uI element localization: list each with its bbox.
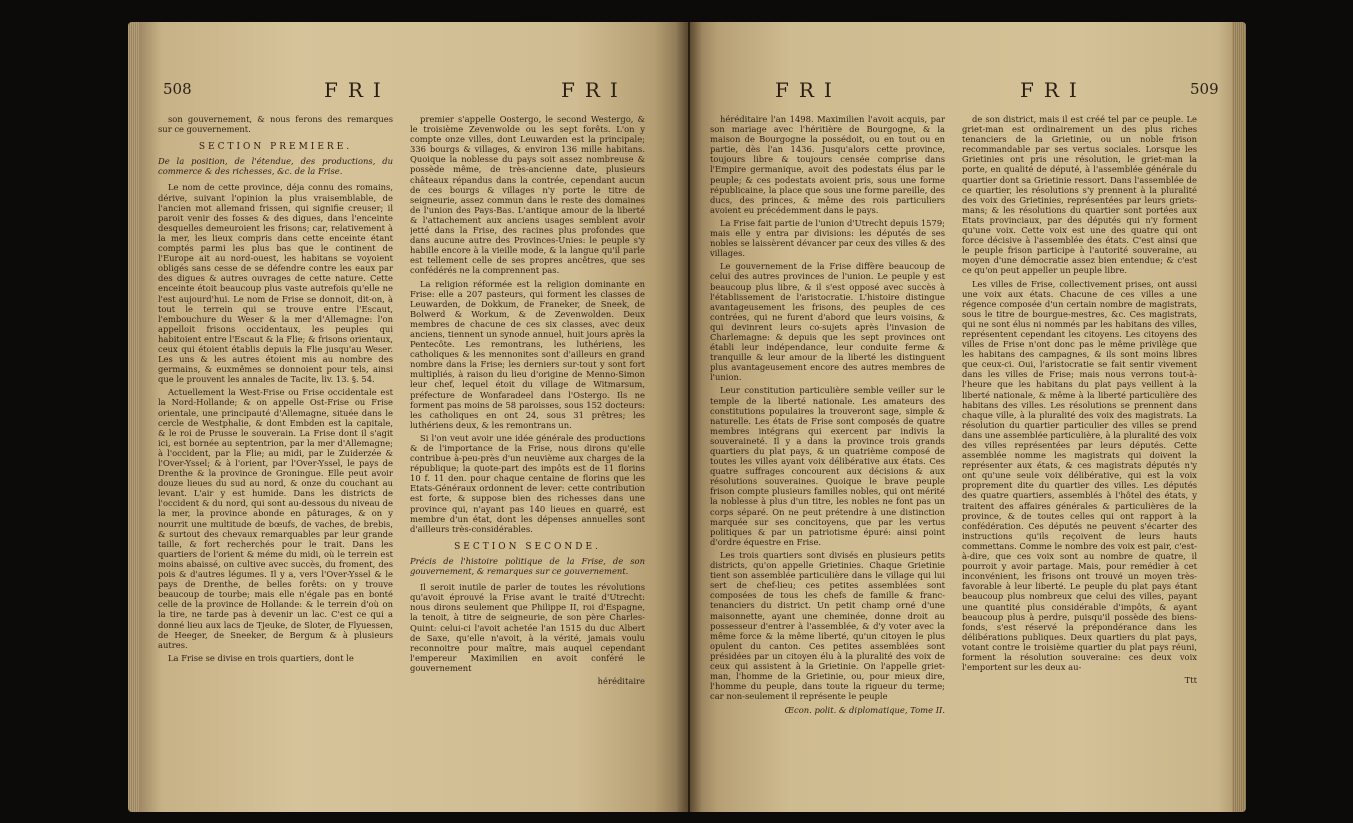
paragraph: premier s'appelle Oostergo, le second Westergo, & le troisième Zevenwolde ou les sept forêts. L'on y compte onze villes, dont Leuwarden est la principale; 336 bourgs & villages, & environ 136 mille habitans. Quoique la noblesse du pays soit assez nombreuse & possède même, de très-ancienne date, plusieurs châteaux répandus dans la contrée, cependant aucun de ces bourgs & villages n'y porte le titre de seigneurie, assez commun dans le reste des domaines de l'union des Pays-Bas. L'antique amour de la liberté & l'attachement aux anciens usages semblent avoir jetté dans la Frise, des racines plus profondes que dans aucune autre des Provinces-Unies: le peuple s'y habille encore à la vieille mode, & la langue qu'il parle est tellement celle de ses propres ancêtres, que ses confédérés ne la comprennent pas. [410, 114, 645, 276]
left-page [128, 22, 688, 812]
paragraph: Les trois quartiers sont divisés en plusieurs petits districts, qu'on appelle Grietinies. Chaque Grietinie tient son assemblée particulière dans le village qui lui sert de chef-lieu; ces petites assemblées sont composées de tous les chefs de famille & franc-tenanciers du district. Un petit champ orné d'une maisonnette, ayant une cheminée, donne droit au possesseur d'entrer à l'assemblée, & d'y voter avec la même force & la même liberté, qu'un citoyen le plus opulent du canton. Ces petites assemblées sont présidées par un citoyen élu à la pluralité des voix de ceux qui assistent à la Grietinie. On l'appelle griet-man, l'homme de la Grietinie, ou, pour mieux dire, l'homme du peuple, dans toute la rigueur du terme; car non-seulement il représente le peuple [710, 549, 945, 702]
paragraph: Le gouvernement de la Frise diffère beaucoup de celui des autres provinces de l'union. Le peuple y est beaucoup plus libre, & il s'est opposé avec succès à l'établissement de l'aristocratie. L'histoire distingue avantageusement les frisons, des peuples de ces contrées, qui ne furent d'abord que leurs voisins, & qui devinrent leurs co-sujets après l'invasion de Charlemagne: & depuis que les sept provinces ont établi leur indépendance, leur conduite ferme & tranquille & leur amour de la liberté les distinguent plus avantageusement encore des autres membres de l'union. [710, 261, 945, 383]
section-heading: SECTION SECONDE. [454, 541, 601, 552]
right-page [690, 22, 1246, 812]
paragraph: héréditaire l'an 1498. Maximilien l'avoit acquis, par son mariage avec l'héritière de Bourgogne, & la maison de Bourgogne la possédoit, ou en tout ou en partie, dès l'an 1436. Jusqu'alors cette province, toujours libre & toujours censée comprise dans l'Empire germanique, avoit des podestats élus par le peuple; & ces podestats avoient pris, sous une forme républicaine, la place que sous une forme pareille, des ducs, des princes, & même des rois particuliers avoient eu précédemment dans le pays. [710, 114, 945, 215]
paragraph: Il seroit inutile de parler de toutes les révolutions qu'avoit éprouvé la Frise avant le traité d'Utrecht: nous dirons seulement que Philippe II, roi d'Espagne, la tenoit, à titre de seigneurie, de son père Charles-Quint: celui-ci l'avoit achetée l'an 1515 du duc Albert de Saxe, qu'elle n'avoit, à la vérité, jamais voulu reconnoitre pour maître, mais auquel cependant l'empereur Maximilien en avoit conféré le gouvernement [410, 582, 645, 673]
paragraph: son gouvernement, & nous ferons des remarques sur ce gouvernement. [158, 114, 393, 135]
right-column-1 [710, 114, 945, 718]
paragraph: La Frise fait partie de l'union d'Utrecht depuis 1579; mais elle y entra par divisions: les députés de ses nobles se laissèrent dévancer par ceux des villes & des villages. [710, 217, 945, 259]
page-number-right: 509 [1190, 80, 1219, 98]
page-number-left: 508 [163, 80, 192, 98]
paragraph: Actuellement la West-Frise ou Frise occidentale est la Nord-Hollande; & on appelle Ost-Frise ou Frise orientale, une principauté d'Allemagne, située dans le cercle de Westphalie, & dont Embden est la capitale, & le roi de Prusse le souverain. La Frise dont il s'agit ici, est bornée au septentrion, par la mer d'Allemagne; à l'occident, par la Flie; au midi, par le Zuiderzée & l'Over-Yssel; & à l'orient, par l'Over-Yssel, le pays de Drenthe & la province de Groningue. Elle peut avoir douze lieues du sud au nord, & onze du couchant au levant. L'air y est humide. Dans les districts de l'occident & du nord, qui sont au-dessous du niveau de la mer, la province abonde en pâturages, & on y nourrit une multitude de bœufs, de vaches, de brebis, & surtout des chevaux remarquables par leur grande taille, & fort recherchés pour le trait. Dans les quartiers de l'orient & méme du midi, où le terrein est moins abaissé, on cultive avec succès, du froment, des pois & d'autres légumes. Il y a, vers l'Over-Yssel & le pays de Drenthe, de belles forêts: on y trouve beaucoup de tourbe; mais elle n'égale pas en bonté celle de la province de Hollande: & le terrein d'où on la tire, ne tarde pas à devenir un lac. C'est ce qui a donné lieu aux lacs de Tjeuke, de Sloter, de Flyuessen, de Heeger, de Sneeker, de Bergum & à plusieurs autres. [158, 387, 393, 650]
paragraph: Si l'on veut avoir une idée générale des productions & de l'importance de la Frise, nous dirons qu'elle contribue à-peu-près d'un neuvième aux charges de la république; la quote-part des impôts est de 11 florins 10 f. 11 den. pour chaque centaine de florins que les Etats-Généraux ordonnent de lever: cette contribution est forte, & suppose bien des richesses dans une province qui, n'ayant pas 140 lieues en quarré, est membre d'un état, dont les dépenses annuelles sont d'ailleurs très-considérables. [410, 432, 645, 534]
section-subtitle: Précis de l'histoire politique de la Frise, de son gouvernement, & remarques sur ce gouvernement. [410, 555, 645, 577]
section-subtitle: De la position, de l'étendue, des productions, du commerce & des richesses, &c. de la Frise. [158, 156, 393, 177]
catchword: héréditaire [597, 675, 645, 686]
book-gutter [676, 22, 702, 812]
paragraph: de son district, mais il est créé tel par ce peuple. Le griet-man est ordinairement un des plus riches tenanciers de la Grietinie, ou un noble frison recommandable par ses vertus sociales. Lorsque les Grietinies ont pris une résolution, le griet-man la porte, en qualité de député, à l'assemblée générale du quartier dont sa Grietinie ressort. Dans l'assemblée de ce quartier, les résolutions s'y prennent à la pluralité des voix des Grietinies, représentées par leurs griets-mans; & les résolutions du quartier sont portées aux Etats provinciaux, par des députés qui n'y forment qu'une voix. Cette voix est une des quatre qui ont force décisive à l'assemblée des états. C'est ainsi que le peuple frison participe à l'autorité souveraine, au moyen d'une démocratie assez bien entendue; & c'est ce qu'on peut appeller un peuple libre. [962, 114, 1197, 276]
paragraph: Les villes de Frise, collectivement prises, ont aussi une voix aux états. Chacune de ces villes a une régence composée d'un certain nombre de magistrats, sous le titre de bourgue-mestres, &c. Ces magistrats, qui ne sont élus ni nommés par les habitans des villes, représentent cependant les citoyens. Les citoyens des villes de Frise n'ont donc pas le même privilège que les habitans des campagnes, & ils sont moins libres que ceux-ci. Oui, l'aristocratie se fait sentir vivement dans les villes de Frise; mais nous verrons tout-à-l'heure que les habitans du plat pays veillent à la liberté nationale, & même à la liberté particulière des habitans des villes. Les résolutions se prennent dans chaque ville, à la pluralité des voix des magistrats. La résolution du quartier particulier des villes se prend dans une assemblée particulière, à la pluralité des voix des villes représentées par leurs députés. Cette assemblée nomme les magistrats qui doivent la représenter aux états, & ces magistrats députés n'y ont qu'une seule voix délibérative, qui est la voix proprement dite du quartier des villes. Les députés des quatre quartiers, assemblés à l'hôtel des états, y traitent des affaires générales & particulières de la province, & de toutes celles qui ont rapport à la confédération. Ces députés ne peuvent s'écarter des instructions qu'ils reçoivent de leurs hauts commettans. Comme le nombre des voix est pair, c'est-à-dire, que ces voix sont au nombre de quatre, il pourroit y avoir partage. Mais, pour remédier à cet inconvénient, les frisons ont trouvé un moyen très-favorable à leur liberté. Le peuple du plat pays étant beaucoup plus nombreux que celui des villes, payant une quantité plus considérable d'impôts, & ayant beaucoup plus à perdre, puisqu'il possède des biens-fonds, s'est réservé la prépondérance dans les délibérations publiques. Deux quartiers du plat pays, votant contre le troisième quartier du plat pays réuni, forment la résolution souveraine: ces deux voix l'emportent sur les deux au- [962, 278, 1197, 673]
signature-mark: Ttt [1184, 675, 1197, 686]
paragraph: Le nom de cette province, déja connu des romains, dérive, suivant l'opinion la plus vraisemblable, de l'ancien mot allemand frissen, qui signifie creuser; il paroit venir des fosses & des digues, dans l'enceinte desquelles demeuroient les frisons; car, relativement à la mer, les lieux compris dans cette enceinte étant comptés parmi les plus bas que le continent de l'Europe ait au nord-ouest, les habitans se voyoient obligés sans cesse de se défendre contre les eaux par des digues & autres ouvrages de cette nature. Cette enceinte étoit beaucoup plus vaste autrefois qu'elle ne l'est aujourd'hui. Le nom de Frise se donnoit, dit-on, à tout le terrein qui se trouve entre l'Escaut, l'embouchure du Weser & la mer d'Allemagne: l'on appelloit frisons occidentaux, les peuples qui habitoient entre l'Escaut & la Flie; & frisons orientaux, ceux qui étoient établis depuis la Flie jusqu'au Weser. Les uns & les autres étoient mis au nombre des germains, & euxmêmes se donnoient pour tels, ainsi que le prouvent les annales de Tacite, liv. 13. §. 54. [158, 182, 393, 385]
running-head-left: FRI [324, 78, 391, 102]
left-column-1 [158, 114, 393, 666]
running-head-left-col2: FRI [561, 78, 628, 102]
right-column-2 [962, 114, 1197, 688]
catchline: La Frise se divise en trois quartiers, dont le [168, 652, 354, 663]
paragraph: Leur constitution particulière semble veiller sur le temple de la liberté nationale. Les amateurs des constitutions populaires la trouveront sage, simple & naturelle. Les états de Frise sont composés de quatre membres intégrans qui exercent par indivis la souveraineté. Il y a dans la province trois grands quartiers du plat pays, & un quatrième composé de toutes les villes ayant voix délibérative aux états. Ces quatre suffrages concourent aux décisions & aux résolutions souveraines. Quoique le brave peuple frison compte plusieurs familles nobles, qui ont mérité la noblesse à plus d'un titre, les nobles ne font pas un corps séparé. On ne peut prétendre à une distinction marquée sur ses concitoyens, que par les vertus politiques & par un patriotisme épuré: ainsi point d'ordre équestre en Frise. [710, 385, 945, 547]
page-edges-left [128, 22, 140, 812]
running-head-right-col2: FRI [1020, 78, 1087, 102]
footer-note: Œcon. polit. & diplomatique, Tome II. [784, 705, 945, 716]
section-heading: SECTION PREMIERE. [198, 142, 353, 153]
paragraph: La religion réformée est la religion dominante en Frise: elle a 207 pasteurs, qui forment les classes de Leuwarden, de Dokkum, de Franeker, de Sneek, de Bolwerd & Workum, & de Zevenwolden. Deux membres de chacune de ces six classes, avec deux anciens, tiennent un synode annuel, huit jours après la Pentecôte. Les remontrans, les luthériens, les catholiques & les mennonites sont d'ailleurs en grand nombre dans la Frise; les derniers sur-tout y sont fort multipliés, à raison du lieu d'origine de Menno-Simon leur chef, lequel étoit du village de Witmarsum, préfecture de Wonfaradeel dans l'Ostergo. Ils ne forment pas moins de 58 paroisses, sous 152 docteurs: les catholiques en ont 24, sous 31 prêtres; les luthériens deux, & les remontrans un. [410, 278, 645, 430]
left-column-2 [410, 114, 645, 689]
open-book [128, 22, 1246, 812]
page-edges-right [1232, 22, 1246, 812]
running-head-right-col1: FRI [775, 78, 842, 102]
